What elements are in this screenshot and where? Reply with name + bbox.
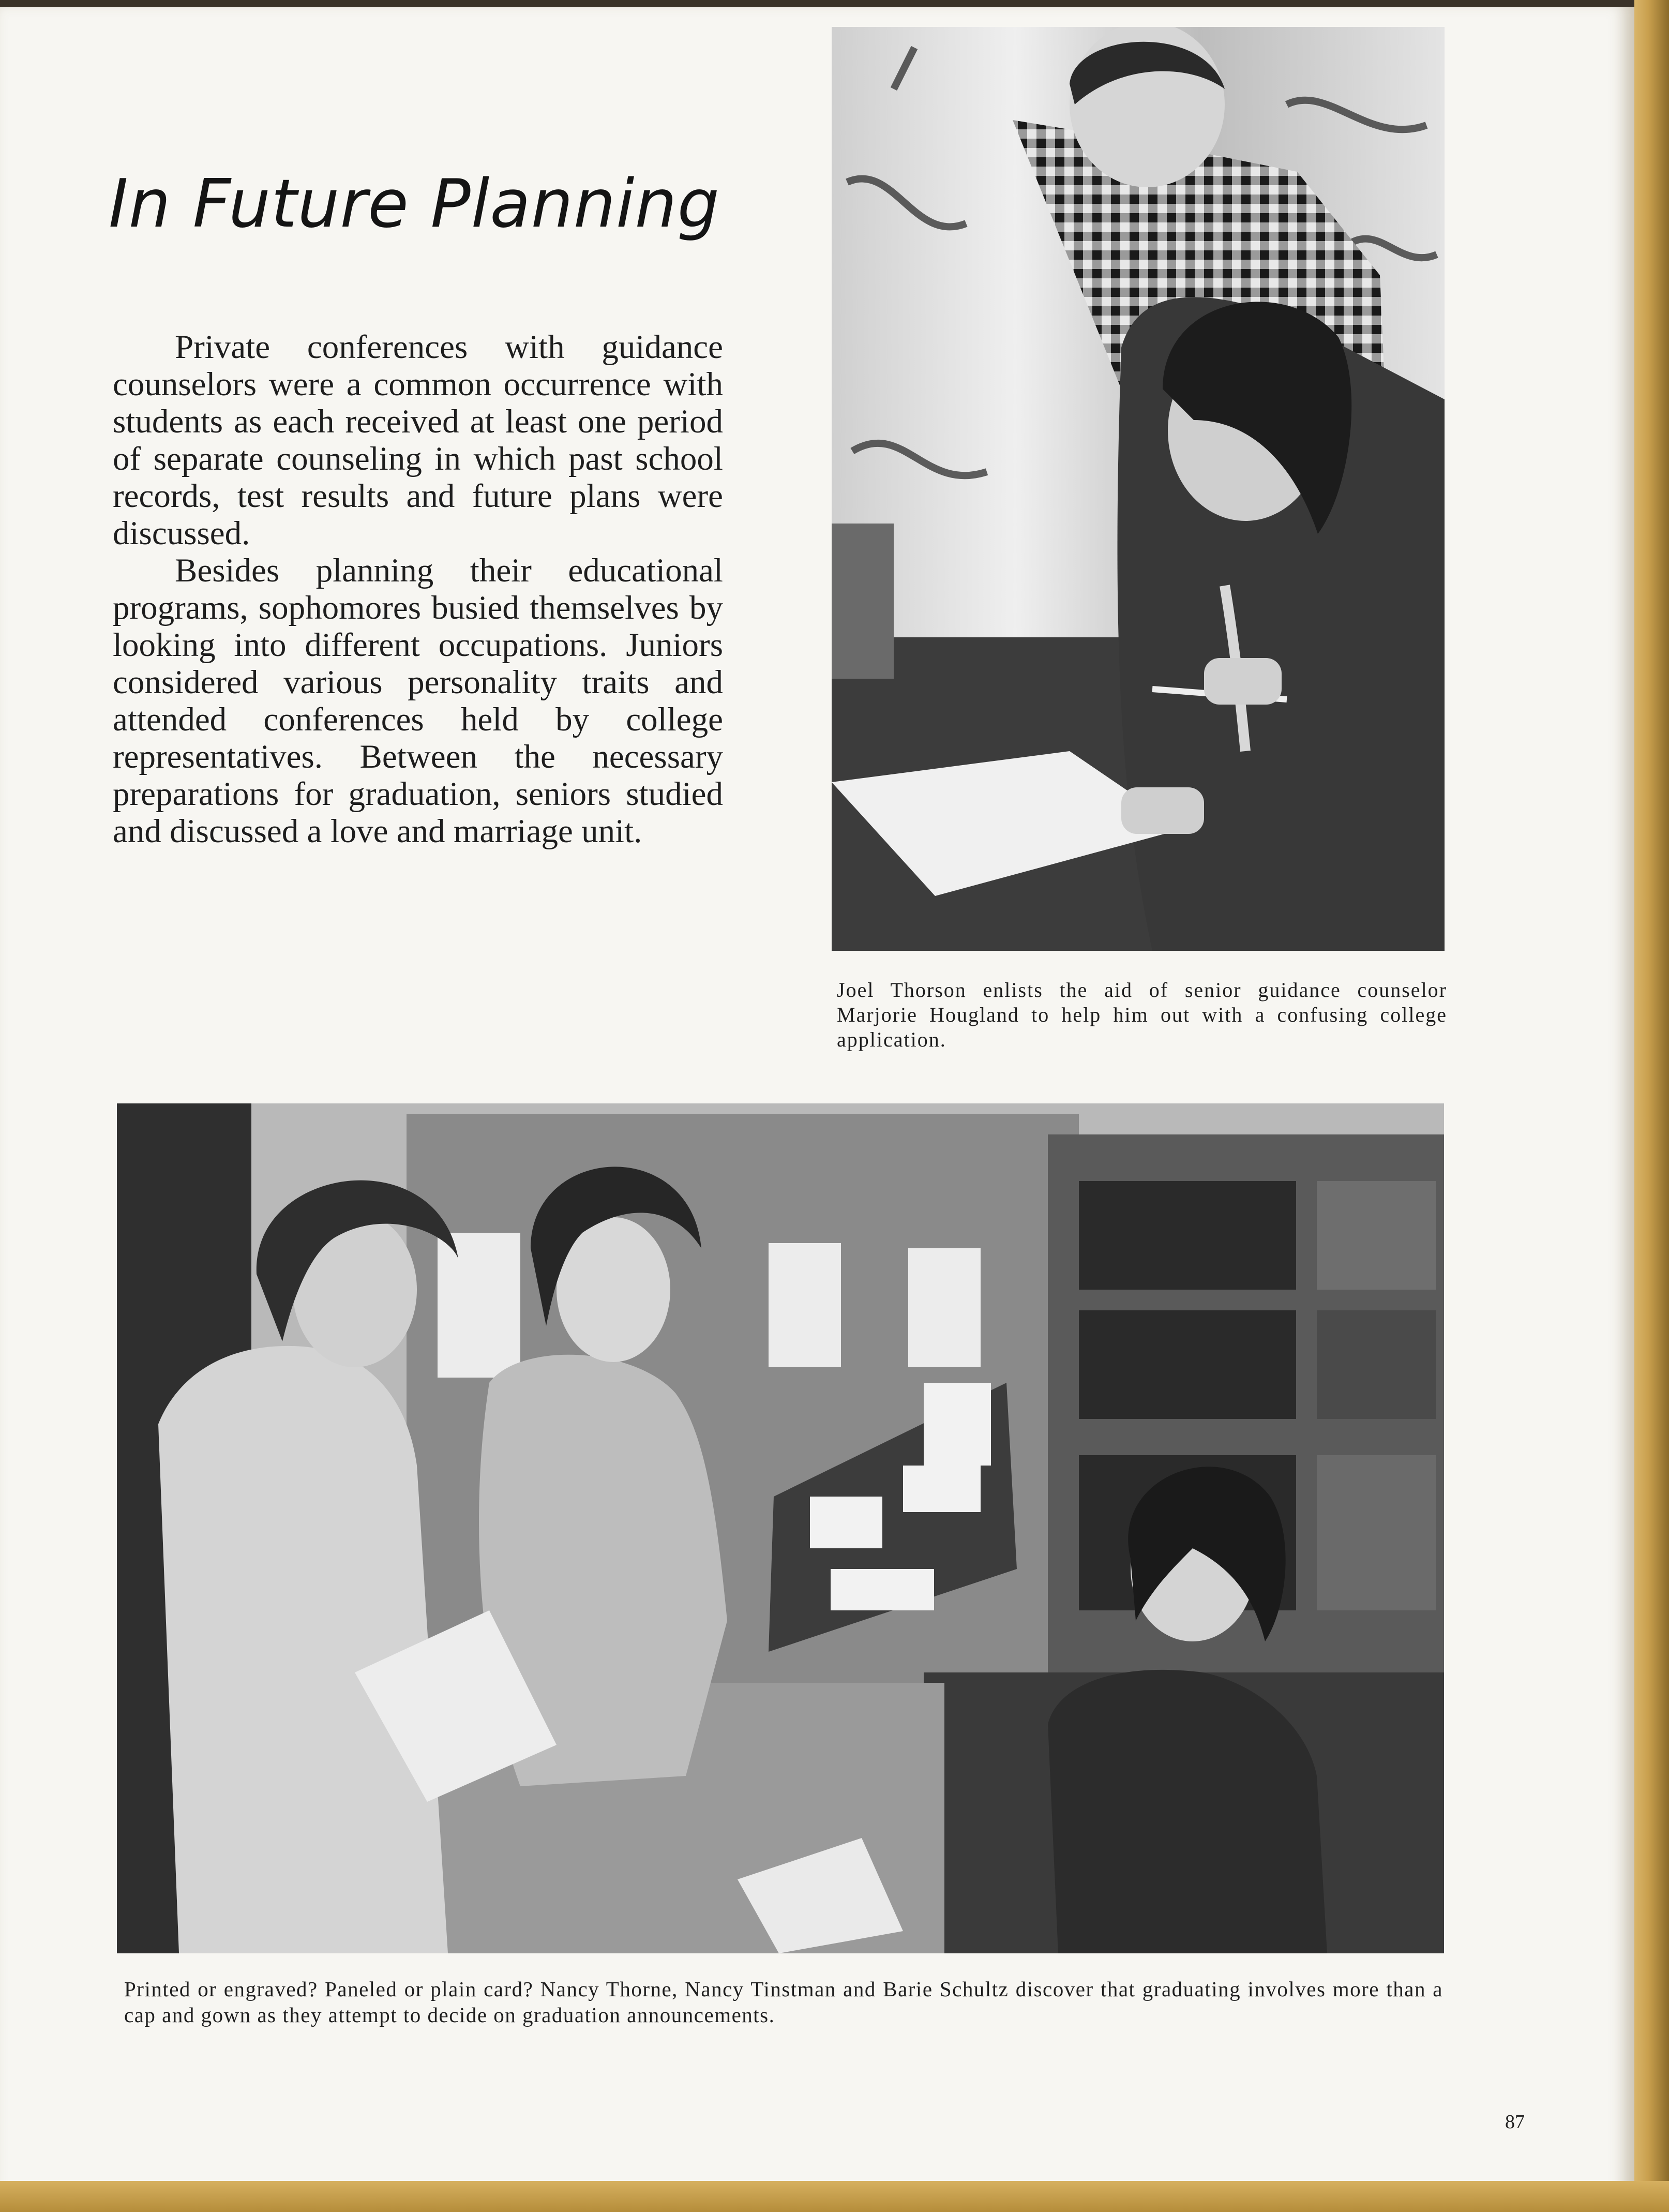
book-spine-edge	[1634, 0, 1669, 2212]
paragraph-1: Private conferences with guidance counselors were a common occurrence with students as each received at least one period of separate counseling in which past school records, test results and future plans were discussed.	[113, 328, 723, 552]
page-title: In Future Planning	[109, 166, 720, 243]
page-number: 87	[1505, 2111, 1525, 2133]
page-top-edge	[0, 0, 1634, 7]
announcements-photo	[117, 1103, 1444, 1953]
body-text	[113, 328, 723, 850]
book-bottom-edge	[0, 2181, 1669, 2212]
bottom-photo-caption: Printed or engraved? Paneled or plain card? Nancy Thorne, Nancy Tinstman and Barie Schultz discover that graduating involves more than a cap and gown as they attempt to decide on graduation announcements.	[124, 1977, 1443, 2027]
counseling-photo	[832, 27, 1445, 951]
top-photo-caption: Joel Thorson enlists the aid of senior guidance counselor Marjorie Hougland to help him out with a confusing college application.	[837, 978, 1447, 1051]
paragraph-2: Besides planning their educational programs, sophomores busied themselves by looking into different occupations. Juniors considered various personality traits and attended conferences held by college representatives. Between the necessary preparations for graduation, seniors studied and discussed a love and marriage unit.	[113, 552, 723, 850]
